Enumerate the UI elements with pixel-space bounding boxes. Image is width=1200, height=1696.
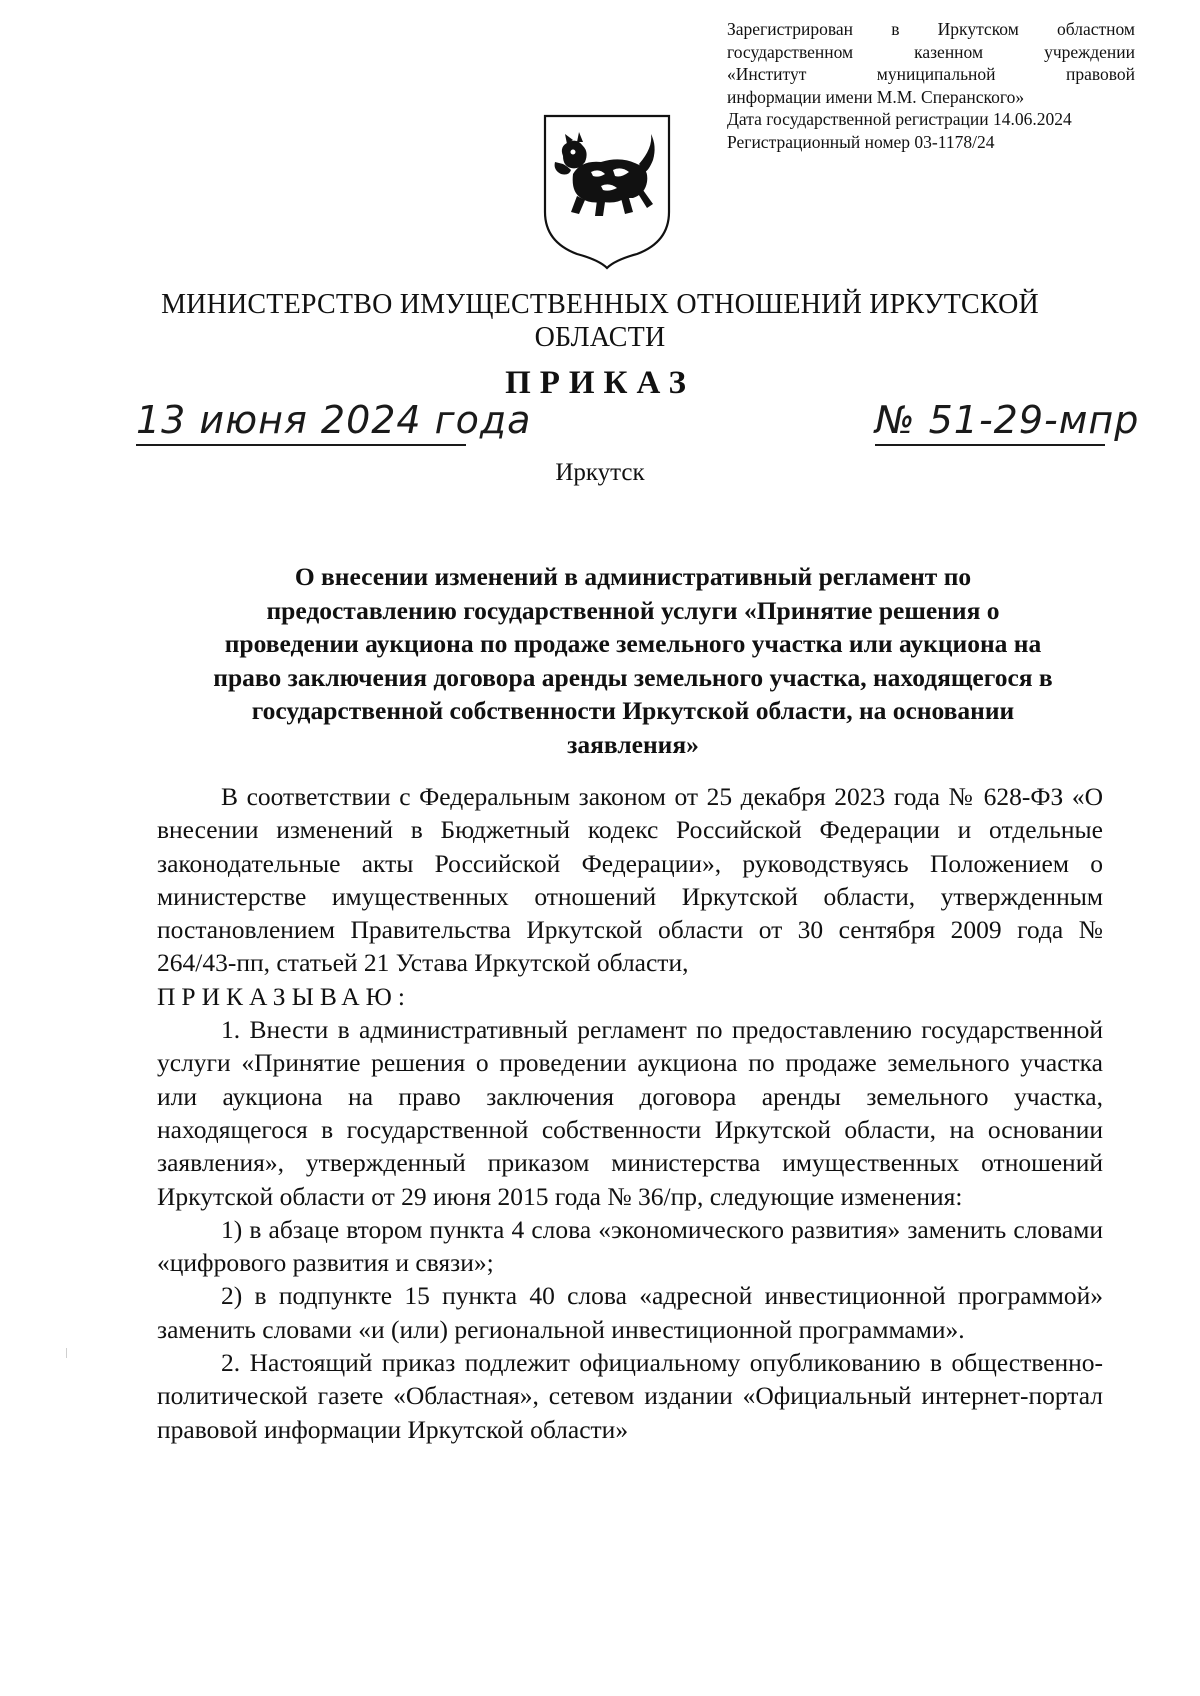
order-title: ПРИКАЗ: [505, 365, 695, 401]
registration-line: государственном казенном учреждении: [727, 41, 1135, 62]
heading-line: О внесении изменений в административный регламент по: [294, 562, 972, 591]
registration-line: информации имени М.М. Сперанского»: [727, 86, 1025, 107]
order-item-2: 2. Настоящий приказ подлежит официальному опубликованию в общественно-политической газете «Областная», сетевом издании «Официальный интернет-портал правовой информации Иркутской области»: [157, 1348, 1103, 1444]
registration-date: Дата государственной регистрации 14.06.2024: [727, 109, 1072, 129]
number-underline: [875, 444, 1105, 446]
irkutsk-coat-of-arms-icon: [541, 112, 673, 270]
heading-line: право заключения договора аренды земельного участка, находящегося в: [213, 662, 1053, 692]
date-underline: [136, 444, 466, 446]
handwritten-order-number: № 51-29-мпр: [875, 398, 1140, 442]
registration-line: Зарегистрирован в Иркутском областном: [727, 19, 1135, 39]
registration-stamp: [727, 18, 1135, 153]
order-subitem-2: 2) в подпункте 15 пункта 40 слова «адресной инвестиционной программой» заменить словами «и (или) региональной инвестиционной программами».: [157, 1281, 1103, 1344]
heading-line: заявления»: [567, 729, 699, 759]
heading-line: предоставлению государственной услуги «Принятие решения о: [266, 595, 1000, 625]
document-body: [157, 780, 1103, 1446]
ministry-name: [100, 288, 1100, 354]
order-directive: ПРИКАЗЫВАЮ:: [157, 981, 411, 1011]
registration-line: «Институт муниципальной правовой: [727, 64, 1135, 84]
document-heading: [160, 560, 1106, 761]
order-subitem-1: 1) в абзаце втором пункта 4 слова «экономического развития» заменить словами «цифрового развития и связи»;: [157, 1214, 1103, 1278]
heading-line: проведении аукциона по продаже земельного участка или аукциона на: [224, 629, 1042, 658]
ministry-name-line: ОБЛАСТИ: [534, 322, 666, 353]
registration-number: Регистрационный номер 03-1178/24: [727, 131, 995, 152]
city-name: Иркутск: [555, 459, 645, 486]
ministry-name-line: МИНИСТЕРСТВО ИМУЩЕСТВЕННЫХ ОТНОШЕНИЙ ИРКУТСКОЙ: [161, 289, 1039, 320]
heading-line: государственной собственности Иркутской области, на основании: [251, 696, 1015, 725]
order-item-1: 1. Внести в административный регламент по предоставлению государственной услуги «Принятие решения о проведении аукциона по продаже земельного участка или аукциона на право заключения договора аренды земельного участка, находящегося в государственной собственности Иркутской области, на основании заявления», утвержденный приказом министерства имущественных отношений Иркутской области от 29 июня 2015 года № 36/пр, следующие изменения:: [157, 1015, 1103, 1211]
preamble-paragraph: В соответствии с Федеральным законом от 25 декабря 2023 года № 628-ФЗ «О внесении изменений в Бюджетный кодекс Российской Федерации и отдельные законодательные акты Российской Федерации», руководствуясь Положением о министерстве имущественных отношений Иркутской области, утвержденным постановлением Правительства Иркутской области от 30 сентября 2009 года № 264/43-пп, статьей 21 Устава Иркутской области,: [157, 782, 1103, 978]
handwritten-date: 13 июня 2024 года: [136, 398, 532, 442]
scan-artifact: [66, 1348, 67, 1358]
